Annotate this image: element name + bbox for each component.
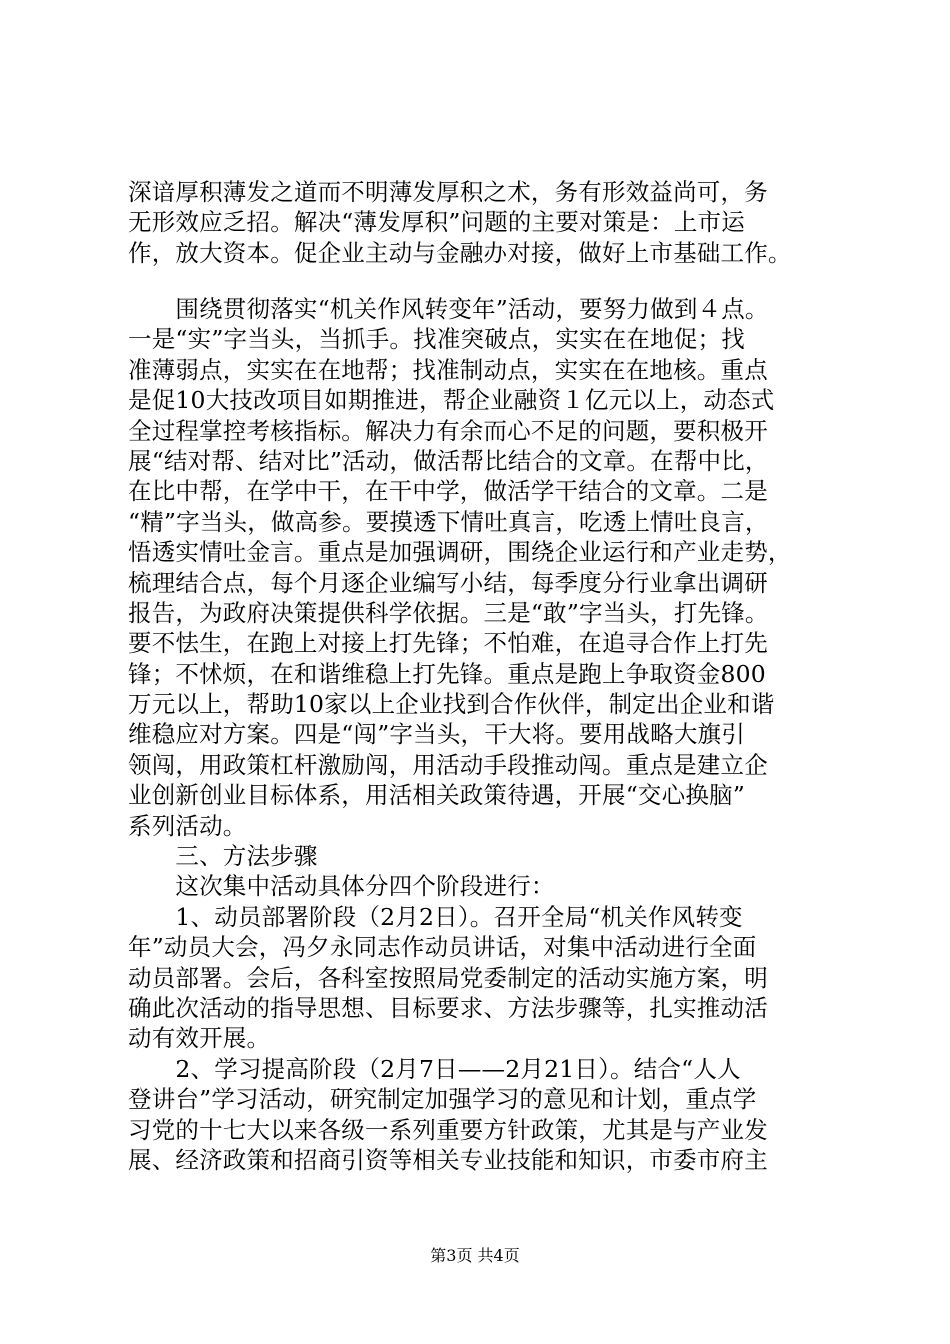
text-line: 年”动员大会，冯夕永同志作动员讲话，对集中活动进行全面	[128, 933, 757, 962]
text-line: 这次集中活动具体分四个阶段进行：	[128, 872, 555, 901]
text-line: 动有效开展。	[128, 1024, 271, 1053]
text-line: 梳理结合点，每个月逐企业编写小结，每季度分行业拿出调研	[128, 568, 768, 597]
text-line: 要不怯生，在跑上对接上打先锋；不怕难，在追寻合作上打先	[128, 629, 768, 658]
text-line: 万元以上，帮助10家以上企业找到合作伙伴，制定出企业和谐	[128, 690, 775, 719]
text-line: 围绕贯彻落实“机关作风转变年”活动，要努力做到４点。	[128, 295, 769, 323]
text-line: 无形效应乏招。解决“薄发厚积”问题的主要对策是：上市运	[128, 208, 745, 237]
text-line: 业创新创业目标体系，用活相关政策待遇，开展“交心换脑”	[128, 781, 745, 810]
text-line: 确此次活动的指导思想、目标要求、方法步骤等，扎实推动活	[128, 993, 768, 1022]
text-line: 作，放大资本。促企业主动与金融办对接，做好上市基础工作。	[128, 238, 792, 267]
text-line: 展、经济政策和招商引资等相关专业技能和知识，市委市府主	[128, 1145, 768, 1174]
paragraph-1	[128, 177, 888, 268]
text-line: 准薄弱点，实实在在地帮；找准制动点，实实在在地核。重点	[128, 355, 768, 384]
text-line: 深谙厚积薄发之道而不明薄发厚积之术，务有形效益尚可，务	[128, 178, 768, 206]
text-line: 一是“实”字当头，当抓手。找准突破点，实实在在地促；找	[128, 325, 745, 354]
text-line: 习党的十七大以来各级一系列重要方针政策，尤其是与产业发	[128, 1115, 768, 1144]
text-line: 1、动员部署阶段（2月2日）。召开全局“机关作风转变	[128, 902, 743, 931]
text-line: 维稳应对方案。四是“闯”字当头，干大将。要用战略大旗引	[128, 720, 745, 749]
text-line: 报告，为政府决策提供科学依据。三是“敢”字当头，打先锋。	[128, 598, 769, 627]
text-line: 全过程掌控考核指标。解决力有余而心不足的问题，要积极开	[128, 416, 768, 445]
page-footer: 第3页 共4页	[430, 1246, 520, 1265]
text-line: 登讲台”学习活动，研究制定加强学习的意见和计划，重点学	[128, 1085, 757, 1114]
text-line: 是促10大技改项目如期推进，帮企业融资１亿元以上，动态式	[128, 386, 775, 415]
text-line: 锋；不怵烦，在和谐维稳上打先锋。重点是跑上争取资金800	[128, 659, 766, 688]
text-line: 在比中帮，在学中干，在干中学，做活学干结合的文章。二是	[128, 477, 768, 506]
text-line: 2、学习提高阶段（2月7日——2月21日）。结合“人人	[128, 1054, 741, 1083]
text-line: 动员部署。会后，各科室按照局党委制定的活动实施方案，明	[128, 963, 768, 992]
text-line: 展“结对帮、结对比”活动，做活帮比结合的文章。在帮中比，	[128, 446, 769, 475]
text-line: 悟透实情吐金言。重点是加强调研，围绕企业运行和产业走势，	[128, 538, 792, 567]
text-line: 三、方法步骤	[128, 842, 318, 871]
text-line: “精”字当头，做高参。要摸透下情吐真言，吃透上情吐良言，	[128, 507, 769, 536]
paragraph-2	[128, 294, 888, 1175]
text-line: 系列活动。	[128, 811, 247, 840]
text-line: 领闯，用政策杠杆激励闯，用活动手段推动闯。重点是建立企	[128, 750, 768, 779]
